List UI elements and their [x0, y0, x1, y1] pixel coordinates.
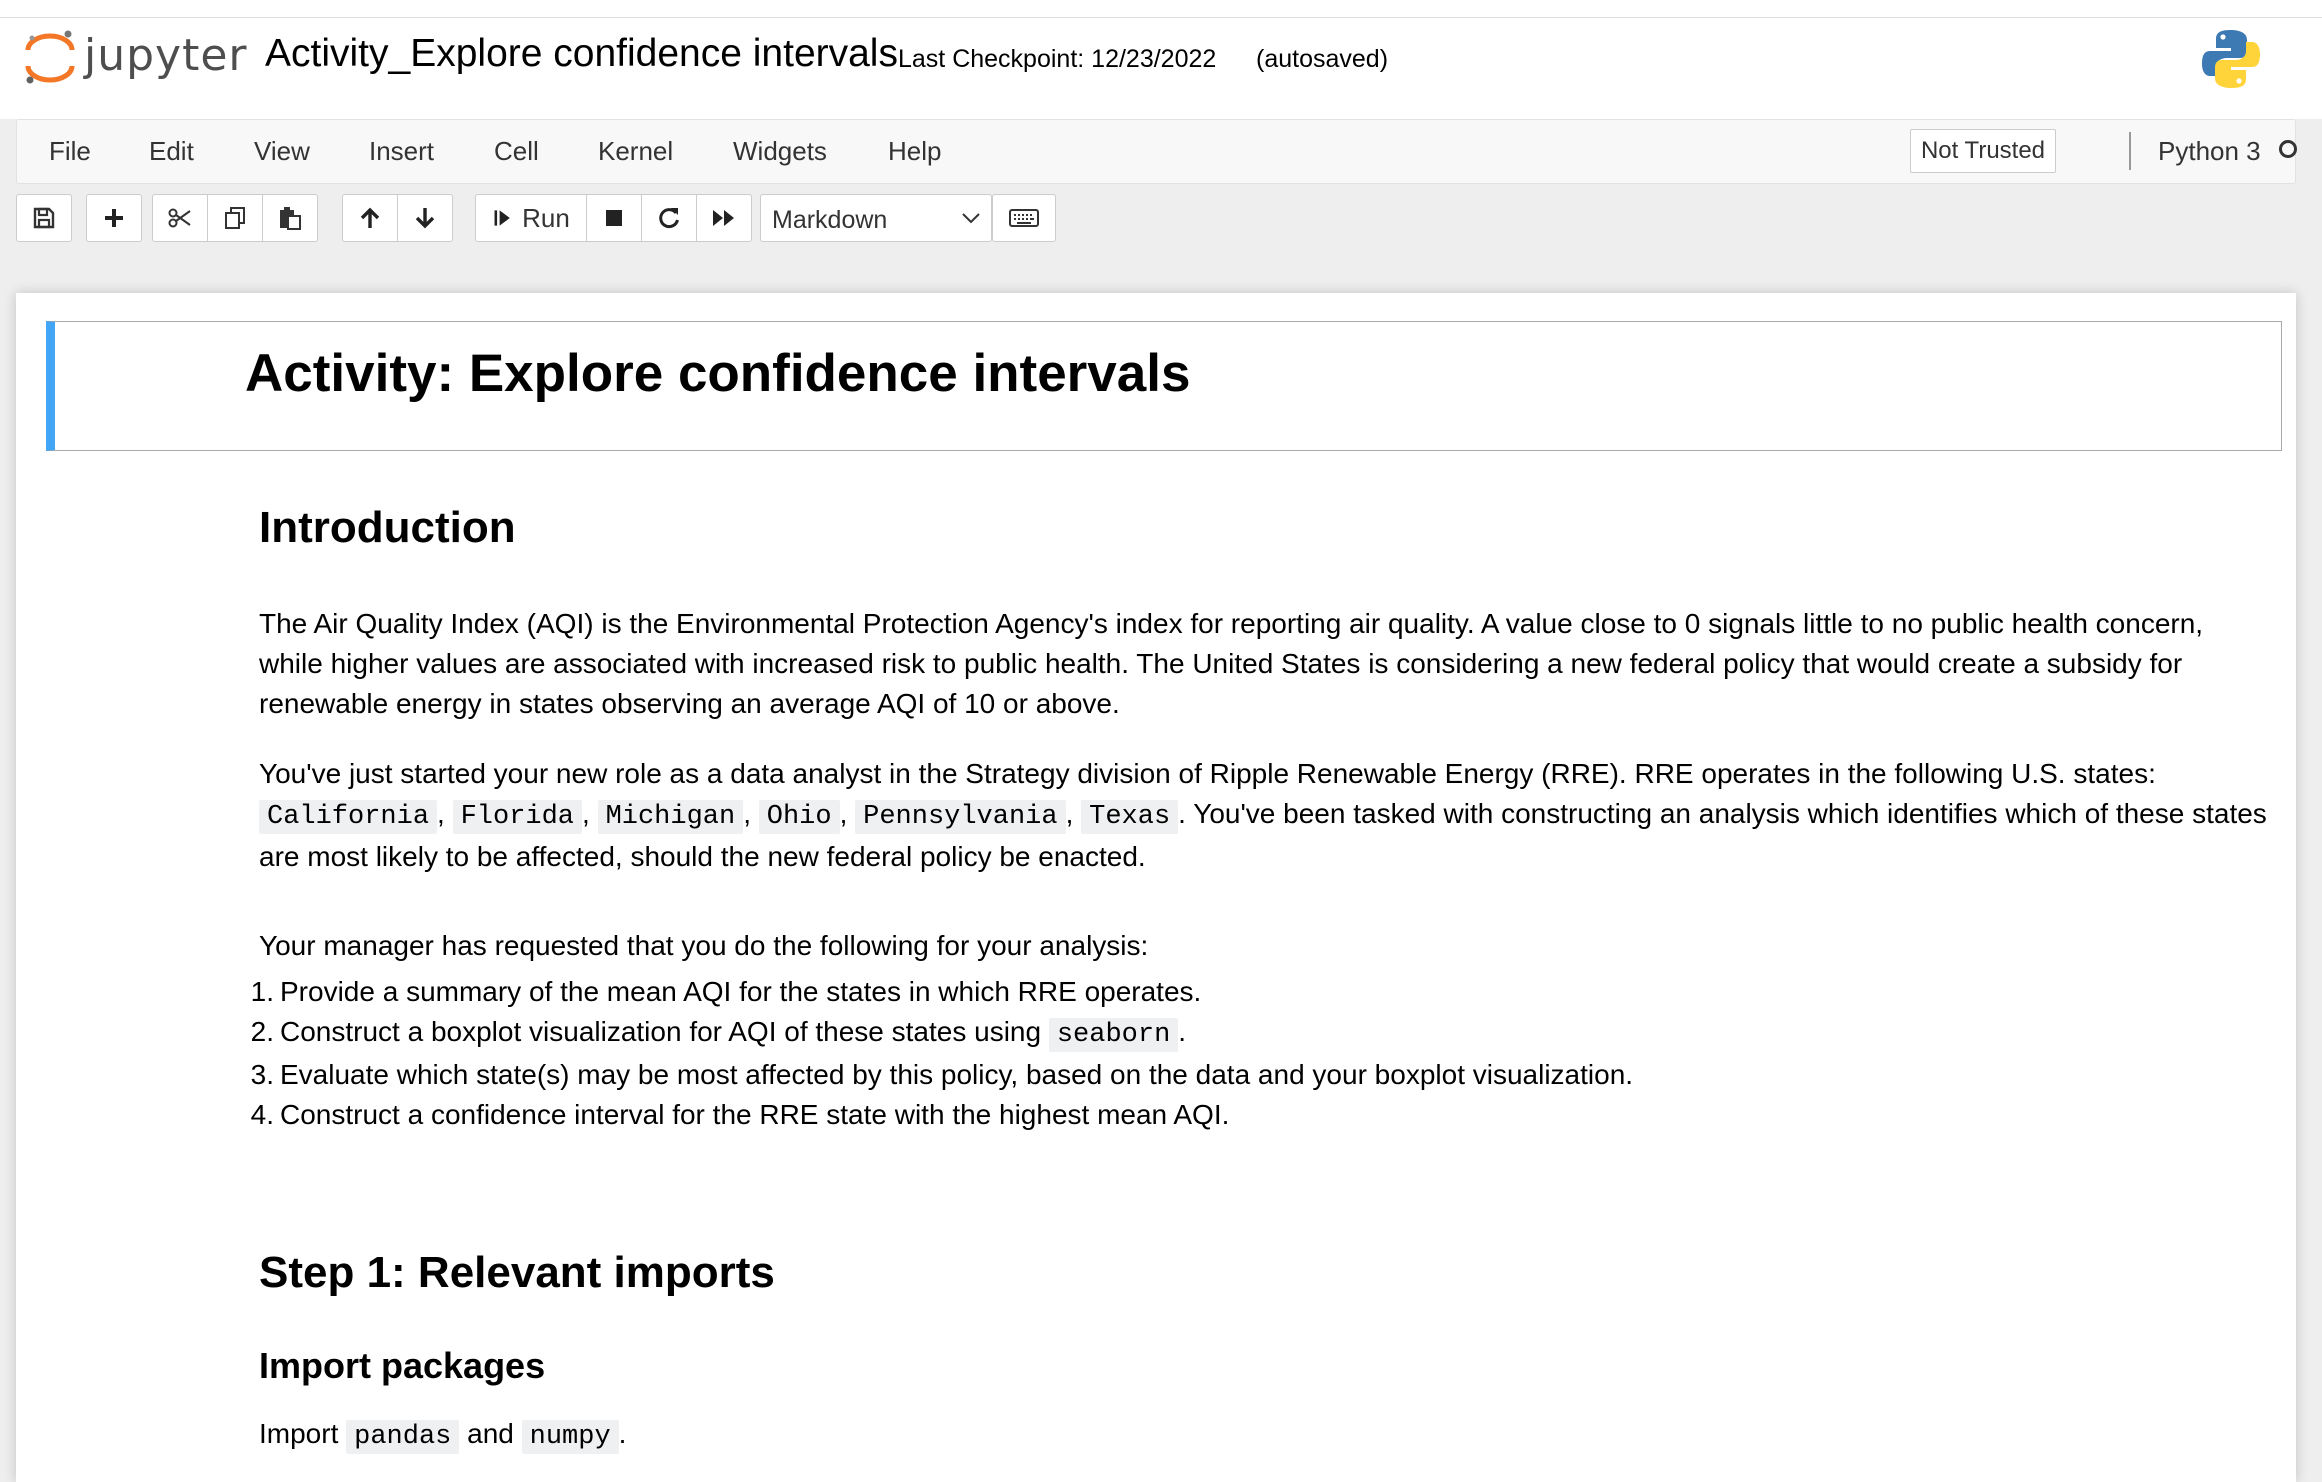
move-group [342, 194, 453, 242]
task-list [250, 972, 2269, 1135]
cell-type-value: Markdown [772, 206, 888, 234]
menu-widgets[interactable]: Widgets [733, 136, 827, 166]
insert-group [86, 194, 142, 242]
interrupt-button[interactable] [586, 194, 642, 242]
state-separator: , [1065, 798, 1074, 829]
task-item-1 [250, 972, 2269, 1012]
jupyter-logo-icon [22, 26, 78, 90]
menu-bar [16, 119, 2296, 184]
restart-button[interactable] [641, 194, 697, 242]
task-text-end: . [1178, 1016, 1187, 1047]
manager-request: Your manager has requested that you do the following for your analysis: [259, 930, 1149, 961]
run-label: Run [522, 202, 570, 233]
state-separator: , [839, 798, 848, 829]
numpy-code: numpy [522, 1420, 619, 1454]
save-group [16, 194, 72, 242]
state-code-michigan: Michigan [598, 800, 744, 834]
task-item-2 [250, 1012, 2269, 1055]
clipboard-group [152, 194, 318, 242]
trust-status-button[interactable]: Not Trusted [1910, 129, 2056, 173]
pandas-code: pandas [346, 1420, 459, 1454]
task-text: Evaluate which state(s) may be most affected by this policy, based on the data and your boxplot visualization. [280, 1059, 1634, 1090]
aqi-description: The Air Quality Index (AQI) is the Environmental Protection Agency's index for reporting air quality. A value close to 0 signals little to no public health concern, while higher values are associated with increased risk to public health. The United States is considering a new federal policy that would create a subsidy for renewable energy in states observing an average AQI of 10 or above. [259, 608, 2204, 719]
import-instruction [259, 1414, 2269, 1457]
menu-insert[interactable]: Insert [369, 136, 435, 166]
python-logo-icon [2200, 28, 2262, 90]
scissors-icon [167, 205, 193, 231]
jupyter-wordmark: jupyter [84, 30, 248, 81]
autosave-status: (autosaved) [1256, 45, 1389, 73]
fast-forward-icon [711, 205, 737, 231]
state-code-ohio: Ohio [759, 800, 840, 834]
task-text: Provide a summary of the mean AQI for the states in which RRE operates. [280, 976, 1202, 1007]
run-button[interactable] [475, 194, 587, 242]
paste-icon [277, 205, 303, 231]
task-text: Construct a boxplot visualization for AQI of these states using [280, 1016, 1042, 1047]
notebook-title[interactable]: Activity_Explore confidence intervals [265, 32, 898, 75]
list-number: 2. [250, 1016, 274, 1047]
menu-cell[interactable]: Cell [494, 136, 539, 166]
list-number: 3. [250, 1059, 274, 1090]
notebook-header [0, 18, 2322, 119]
plus-icon [101, 205, 127, 231]
run-group [475, 194, 752, 242]
role-description: You've just started your new role as a data analyst in the Strategy division of Ripple Renewable Energy (RRE). RRE operates in the following U.S. states: [259, 758, 2156, 789]
state-code-texas: Texas [1081, 800, 1178, 834]
task-item-4 [250, 1095, 2269, 1135]
toolbar [16, 194, 2306, 244]
task-text: Construct a confidence interval for the RRE state with the highest mean AQI. [280, 1099, 1230, 1130]
command-palette-button[interactable] [992, 194, 1056, 242]
restart-run-all-button[interactable] [696, 194, 752, 242]
cut-button[interactable] [152, 194, 208, 242]
list-number: 1. [250, 976, 274, 1007]
task-item-3 [250, 1055, 2269, 1095]
checkpoint-status: Last Checkpoint: 12/23/2022 [898, 45, 1217, 73]
kernel-idle-indicator-icon [2279, 140, 2297, 158]
notebook-container [16, 293, 2296, 1482]
run-icon [492, 207, 514, 229]
menu-file[interactable]: File [49, 136, 91, 166]
state-separator: , [743, 798, 751, 829]
state-separator: , [582, 798, 590, 829]
cell-type-select[interactable] [760, 194, 992, 242]
copy-button[interactable] [207, 194, 263, 242]
menu-kernel[interactable]: Kernel [598, 136, 674, 166]
state-separator: , [437, 798, 445, 829]
stop-icon [601, 205, 627, 231]
insert-cell-button[interactable] [86, 194, 142, 242]
intro-paragraph-2 [259, 754, 2269, 877]
seaborn-code: seaborn [1049, 1018, 1178, 1052]
menu-view[interactable]: View [254, 136, 310, 166]
state-code-florida: Florida [453, 800, 582, 834]
list-number: 4. [250, 1099, 274, 1130]
command-palette-group [992, 194, 1056, 242]
paste-button[interactable] [262, 194, 318, 242]
move-up-button[interactable] [342, 194, 398, 242]
arrow-down-icon [412, 205, 438, 231]
jupyter-logo[interactable] [22, 26, 248, 98]
kernel-divider [2129, 132, 2131, 170]
menu-help[interactable]: Help [888, 136, 942, 166]
copy-icon [222, 205, 248, 231]
import-text-and: and [467, 1418, 514, 1449]
state-code-california: California [259, 800, 437, 834]
import-text: Import [259, 1418, 339, 1449]
introduction-heading: Introduction [259, 503, 516, 552]
kernel-name[interactable]: Python 3 [2158, 136, 2261, 166]
state-code-pennsylvania: Pennsylvania [855, 800, 1065, 834]
step1-heading: Step 1: Relevant imports [259, 1248, 775, 1297]
import-packages-heading: Import packages [259, 1345, 546, 1386]
save-icon [31, 205, 57, 231]
chevron-down-icon [961, 211, 981, 225]
task-description: . You've been tasked with constructing an analysis which identifies which of these states are most likely to be affected, should the new federal policy be enacted. [259, 798, 2267, 872]
restart-icon [656, 205, 682, 231]
import-text-end: . [618, 1418, 627, 1449]
browser-top-strip [0, 0, 2322, 18]
keyboard-icon [1009, 208, 1039, 228]
notebook-heading: Activity: Explore confidence intervals [245, 344, 1191, 403]
intro-paragraph-1 [259, 604, 2269, 724]
save-button[interactable] [16, 194, 72, 242]
arrow-up-icon [357, 205, 383, 231]
menu-edit[interactable]: Edit [149, 136, 194, 166]
move-down-button[interactable] [397, 194, 453, 242]
intro-paragraph-3 [259, 926, 2269, 966]
